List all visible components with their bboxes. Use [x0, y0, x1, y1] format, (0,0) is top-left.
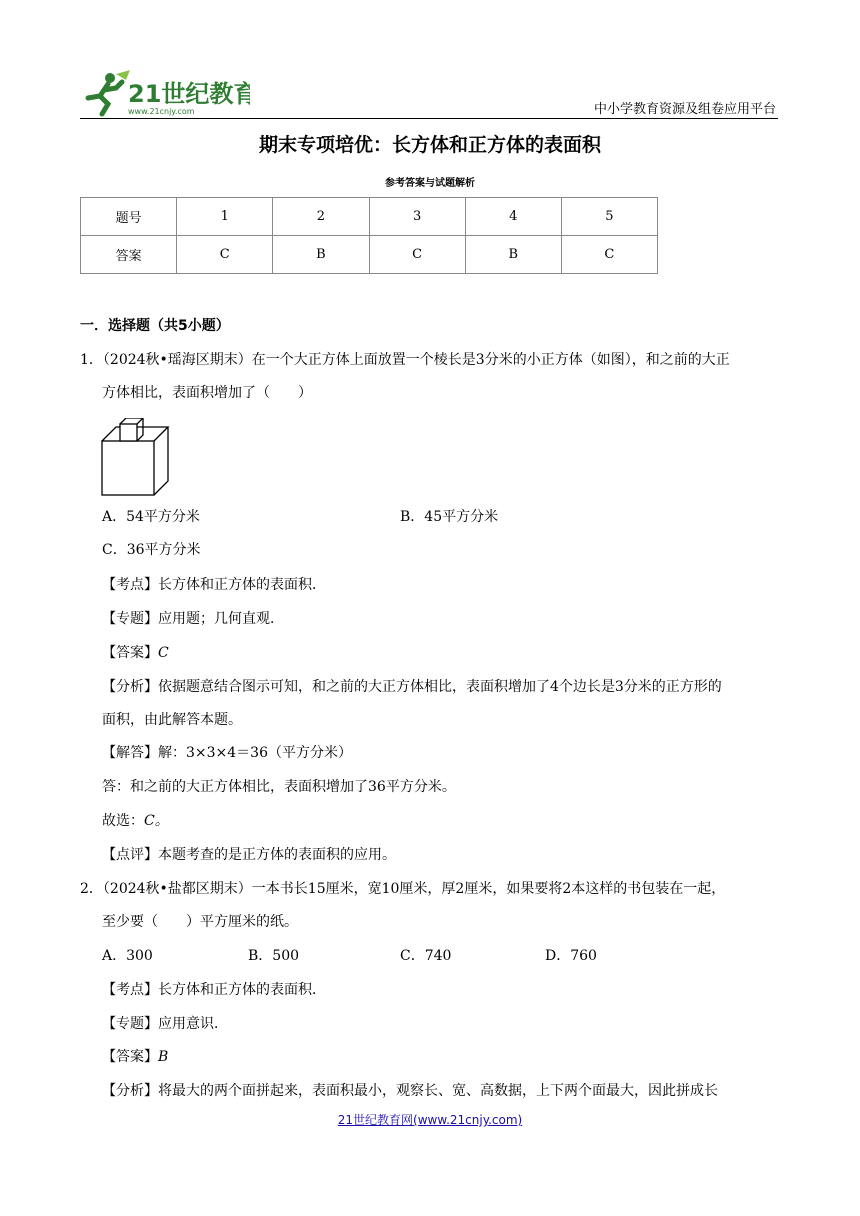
q1-zhuanti: 【专题】应用题；几何直观．: [102, 611, 284, 627]
page-subtitle: 参考答案与试题解析: [385, 178, 475, 189]
table-cell: 答案: [81, 236, 177, 274]
section-heading: 一．选择题（共5小题）: [80, 318, 230, 334]
q1-analysis-cont: 面积，由此解答本题。: [102, 712, 242, 728]
table-cell: B: [465, 236, 561, 274]
table-cell: C: [561, 236, 657, 274]
platform-name: 中小学教育资源及组卷应用平台: [593, 102, 776, 117]
q2-option-d: D．760: [545, 948, 597, 964]
q1-analysis: 【分析】依据题意结合图示可知，和之前的大正方体相比，表面积增加了4个边长是3分米的正方形的: [102, 679, 722, 695]
table-cell: 题号: [81, 198, 177, 236]
q2-zhuanti: 【专题】应用意识．: [102, 1016, 228, 1032]
answer-table: [80, 197, 658, 274]
q1-stem-cont: 方体相比，表面积增加了（ ）: [102, 385, 312, 401]
q2-stem: 2．（2024秋•盐都区期末）一本书长15厘米，宽10厘米，厚2厘米，如果要将2本这样的书包装在一起，: [80, 881, 726, 897]
table-row: [81, 236, 658, 274]
table-cell: 2: [273, 198, 369, 236]
svg-text:www.21cnjy.com: www.21cnjy.com: [128, 107, 195, 116]
table-cell: B: [273, 236, 369, 274]
footer-link[interactable]: 21世纪教育网(www.21cnjy.com): [337, 1113, 523, 1127]
table-cell: 3: [369, 198, 465, 236]
q2-option-a: A．300: [102, 948, 153, 964]
q1-reply: 答：和之前的大正方体相比，表面积增加了36平方分米。: [102, 779, 456, 795]
q1-option-b: B．45平方分米: [400, 509, 499, 525]
table-cell: 4: [465, 198, 561, 236]
cube-figure: [100, 418, 172, 502]
q2-answer: 【答案】B: [102, 1049, 169, 1065]
q1-answer: 【答案】C: [102, 645, 169, 661]
runner-icon: [88, 70, 130, 114]
table-cell: 5: [561, 198, 657, 236]
q1-option-a: A．54平方分米: [102, 509, 200, 525]
q2-analysis: 【分析】将最大的两个面拼起来，表面积最小，观察长、宽、高数据，上下两个面最大，因此拼成长: [102, 1083, 718, 1099]
q1-choice: 故选：C。: [102, 813, 169, 829]
q2-kaodian: 【考点】长方体和正方体的表面积．: [102, 982, 326, 998]
svg-text:21世纪教育: 21世纪教育: [128, 80, 250, 108]
header-divider: [80, 118, 778, 119]
q1-solution: 【解答】解：3×3×4＝36（平方分米）: [102, 745, 352, 761]
q1-option-c: C．36平方分米: [102, 542, 201, 558]
q1-stem: 1．（2024秋•瑶海区期末）在一个大正方体上面放置一个棱长是3分米的小正方体（如图），和之前的大正: [80, 352, 730, 368]
table-cell: C: [369, 236, 465, 274]
q1-kaodian: 【考点】长方体和正方体的表面积．: [102, 577, 326, 593]
q2-option-b: B．500: [248, 948, 300, 964]
table-row: [81, 198, 658, 236]
logo: [80, 68, 250, 118]
table-cell: 1: [177, 198, 273, 236]
q2-stem-cont: 至少要（ ）平方厘米的纸。: [102, 914, 298, 930]
table-cell: C: [177, 236, 273, 274]
q2-option-c: C．740: [400, 948, 452, 964]
page-title: 期末专项培优：长方体和正方体的表面积: [258, 134, 601, 156]
q1-comment: 【点评】本题考查的是正方体的表面积的应用。: [102, 847, 396, 863]
